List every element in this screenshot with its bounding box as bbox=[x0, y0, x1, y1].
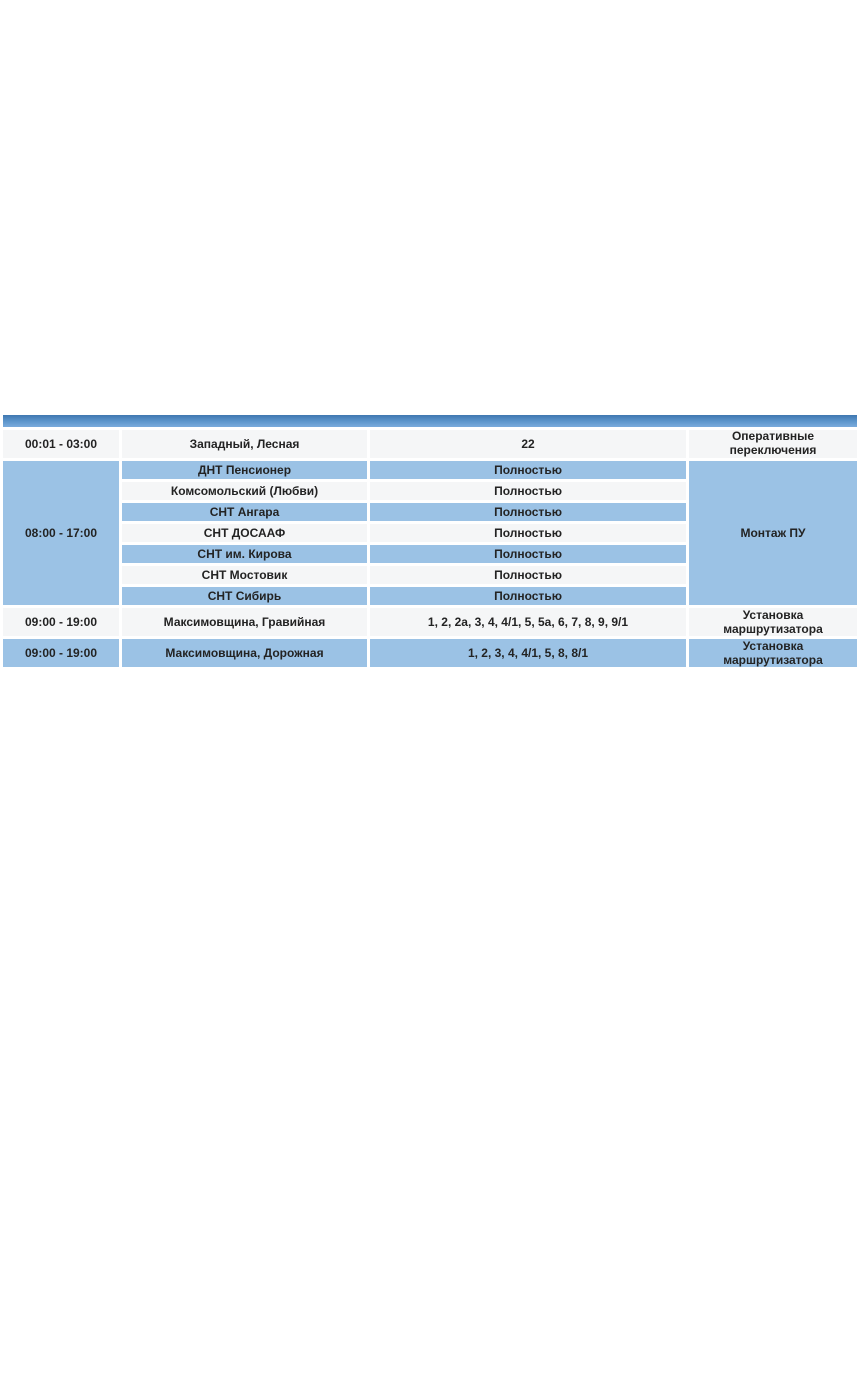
location-cell: СНТ Мостовик bbox=[122, 566, 367, 584]
time-cell: 08:00 - 17:00 bbox=[3, 461, 119, 605]
location-cell: СНТ Сибирь bbox=[122, 587, 367, 605]
time-cell: 09:00 - 19:00 bbox=[3, 639, 119, 667]
houses-cell: Полностью bbox=[370, 482, 686, 500]
schedule-row bbox=[3, 430, 857, 458]
location-cell: СНТ ДОСААФ bbox=[122, 524, 367, 542]
houses-cell: Полностью bbox=[370, 503, 686, 521]
schedule-row bbox=[3, 461, 857, 479]
outage-schedule-section bbox=[0, 412, 860, 670]
houses-cell: 22 bbox=[370, 430, 686, 458]
work-type-cell: Установка маршрутизатора bbox=[689, 639, 857, 667]
work-type-cell: Оперативные переключения bbox=[689, 430, 857, 458]
header-bar-row bbox=[3, 415, 857, 427]
location-cell: СНТ Ангара bbox=[122, 503, 367, 521]
houses-cell: 1, 2, 2а, 3, 4, 4/1, 5, 5а, 6, 7, 8, 9, 9/1 bbox=[370, 608, 686, 636]
location-cell: Максимовщина, Дорожная bbox=[122, 639, 367, 667]
schedule-row bbox=[3, 639, 857, 667]
location-cell: Максимовщина, Гравийная bbox=[122, 608, 367, 636]
schedule-row bbox=[3, 608, 857, 636]
time-cell: 09:00 - 19:00 bbox=[3, 608, 119, 636]
houses-cell: Полностью bbox=[370, 524, 686, 542]
houses-cell: Полностью bbox=[370, 545, 686, 563]
outage-schedule-table bbox=[0, 412, 860, 670]
location-cell: СНТ им. Кирова bbox=[122, 545, 367, 563]
location-cell: Комсомольский (Любви) bbox=[122, 482, 367, 500]
location-cell: Западный, Лесная bbox=[122, 430, 367, 458]
time-cell: 00:01 - 03:00 bbox=[3, 430, 119, 458]
table-header-bar bbox=[3, 415, 857, 427]
work-type-cell: Установка маршрутизатора bbox=[689, 608, 857, 636]
houses-cell: Полностью bbox=[370, 587, 686, 605]
work-type-cell: Монтаж ПУ bbox=[689, 461, 857, 605]
houses-cell: Полностью bbox=[370, 566, 686, 584]
houses-cell: 1, 2, 3, 4, 4/1, 5, 8, 8/1 bbox=[370, 639, 686, 667]
houses-cell: Полностью bbox=[370, 461, 686, 479]
location-cell: ДНТ Пенсионер bbox=[122, 461, 367, 479]
